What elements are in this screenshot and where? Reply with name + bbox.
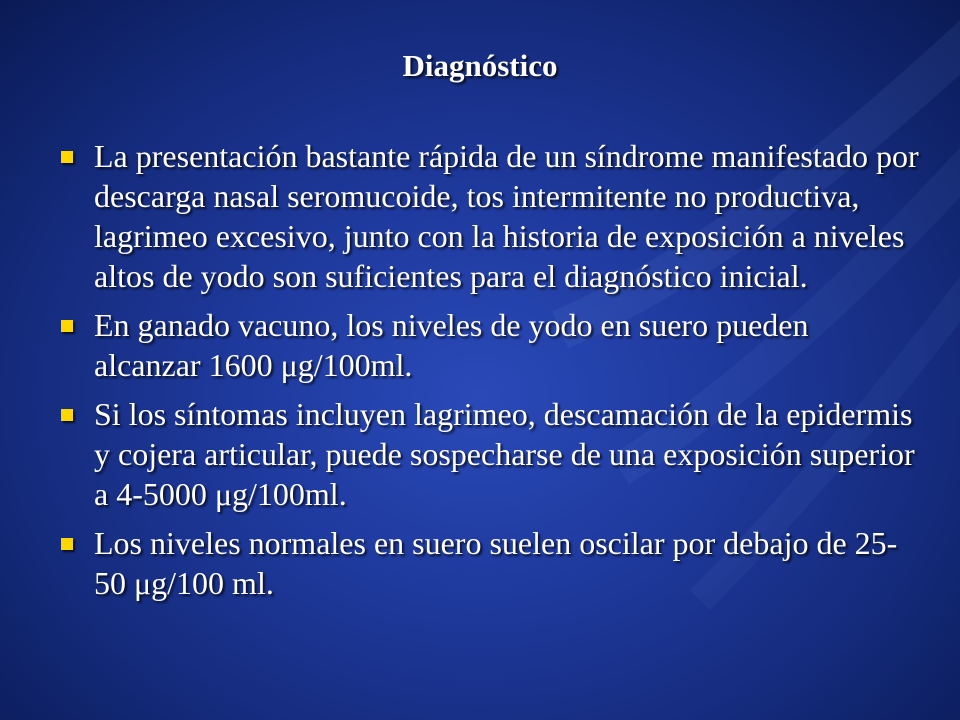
bullet-list [58, 136, 920, 612]
bullet-item [58, 523, 920, 603]
bullet-text: Los niveles normales en suero suelen oscilar por debajo de 25-50 μg/100 ml. [94, 525, 898, 601]
square-bullet-icon [61, 320, 73, 332]
bullet-item [58, 305, 920, 385]
bullet-text: Si los síntomas incluyen lagrimeo, descamación de la epidermis y cojera articular, puede sospecharse de una exposición superior a 4-5000 μg/100ml. [94, 396, 915, 512]
slide-title: Diagnóstico [402, 48, 558, 83]
square-bullet-icon [61, 151, 73, 163]
bullet-text: La presentación bastante rápida de un síndrome manifestado por descarga nasal seromucoide, tos intermitente no productiva, lagrimeo excesivo, junto con la historia de exposición a niveles altos de yodo son suficientes para el diagnóstico inicial. [94, 138, 919, 294]
bullet-item [58, 136, 920, 296]
square-bullet-icon [61, 538, 73, 550]
bullet-item [58, 394, 920, 514]
square-bullet-icon [61, 409, 73, 421]
bullet-text: En ganado vacuno, los niveles de yodo en suero pueden alcanzar 1600 μg/100ml. [94, 307, 809, 383]
